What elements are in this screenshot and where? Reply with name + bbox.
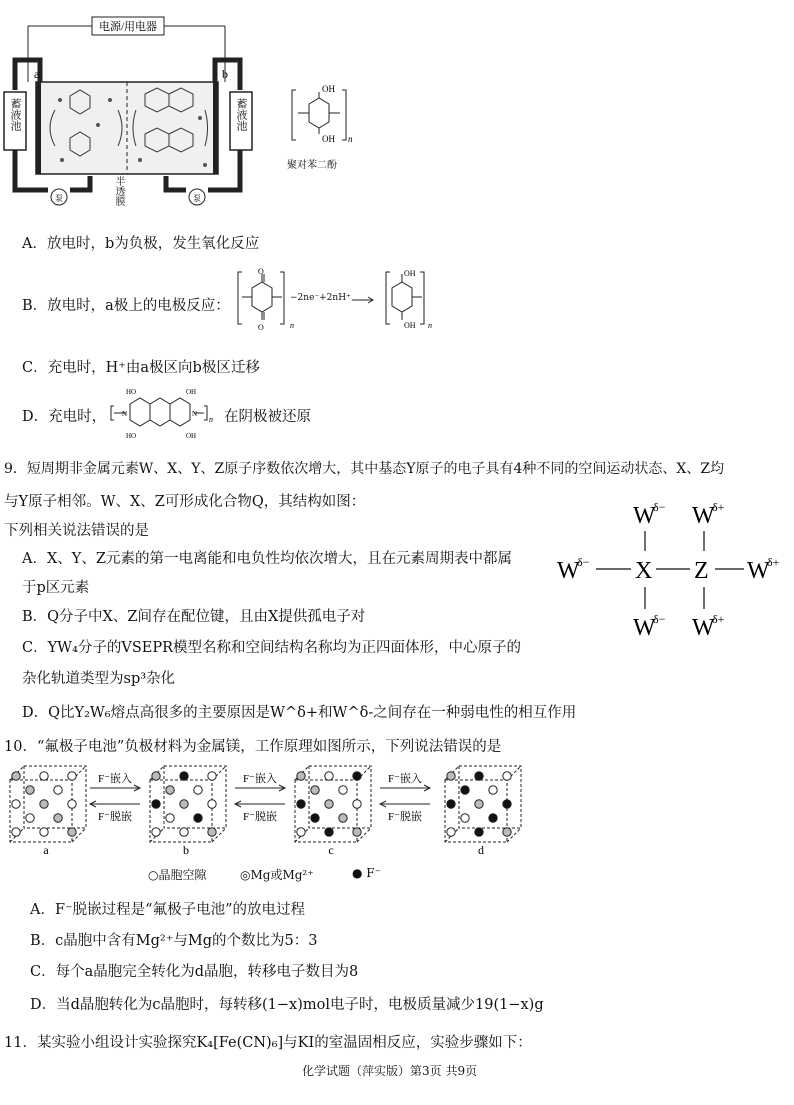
svg-text:OH: OH <box>322 134 335 144</box>
lattice-site <box>503 772 511 780</box>
struct-z: Z <box>694 558 709 584</box>
lattice-site <box>325 772 333 780</box>
deembed-label: F⁻脱嵌 <box>388 811 422 823</box>
svg-text:OH: OH <box>186 432 197 440</box>
f-ion <box>475 828 483 836</box>
f-ion <box>447 800 455 808</box>
q9-structure <box>555 495 790 645</box>
lattice-site <box>194 786 202 794</box>
power-label: 电源/用电器 <box>98 21 158 33</box>
deembed-label: F⁻脱嵌 <box>243 811 277 823</box>
lattice-site <box>40 772 48 780</box>
lattice-site <box>208 772 216 780</box>
polymer-structure <box>282 82 372 177</box>
f-ion <box>152 800 160 808</box>
svg-text:HO: HO <box>126 388 137 396</box>
cell-label-a: a <box>43 843 49 857</box>
svg-text:O: O <box>258 323 264 332</box>
svg-text:δ+: δ+ <box>767 555 780 569</box>
svg-text:n: n <box>428 321 432 330</box>
q10-legend-f: ● F⁻ <box>352 866 381 880</box>
right-tank-label: 蓄液池 <box>235 98 248 131</box>
q9-option-a-line2: 于p区元素 <box>22 580 90 596</box>
lattice-site <box>208 800 216 808</box>
lattice-site <box>475 800 483 808</box>
lattice-site <box>180 828 188 836</box>
lattice-site <box>68 800 76 808</box>
lattice-site <box>40 828 48 836</box>
q8-option-b-reaction <box>232 266 442 332</box>
q10-crystal-diagram <box>0 758 560 858</box>
polymer-caption: 聚对苯二酚 <box>287 160 337 171</box>
embed-label: F⁻嵌入 <box>388 773 422 785</box>
f-ion <box>297 800 305 808</box>
lattice-site <box>339 786 347 794</box>
f-ion <box>461 786 469 794</box>
q10-option-c: C．每个a晶胞完全转化为d晶胞，转移电子数目为8 <box>30 964 359 980</box>
f-ion <box>180 772 188 780</box>
q8-option-b: B．放电时，a极上的电极反应： <box>22 298 230 314</box>
lattice-site <box>489 786 497 794</box>
lattice-site <box>152 828 160 836</box>
svg-text:N: N <box>122 410 128 418</box>
cell-label-d: d <box>478 843 484 857</box>
cell-label-c: c <box>328 843 334 857</box>
q8-option-a: A．放电时，b为负极，发生氧化反应 <box>22 236 260 252</box>
struct-x: X <box>635 558 653 584</box>
embed-label: F⁻嵌入 <box>243 773 277 785</box>
struct-w-bottom-left: W <box>633 615 656 641</box>
q8-option-b-mid: −2ne⁻+2nH⁺ <box>290 293 351 303</box>
lattice-site <box>325 800 333 808</box>
q10-option-b: B．c晶胞中含有Mg²⁺与Mg的个数比为5：3 <box>30 933 318 949</box>
left-tank-label: 蓄液池 <box>9 98 22 131</box>
lattice-site <box>68 828 76 836</box>
lattice-site <box>503 828 511 836</box>
struct-w-right: W <box>747 558 770 584</box>
embed-label: F⁻嵌入 <box>98 773 132 785</box>
lattice-site <box>447 828 455 836</box>
svg-text:n: n <box>348 134 353 144</box>
q8-option-c: C．充电时，H⁺由a极区向b极区迁移 <box>22 360 260 376</box>
lattice-site <box>208 828 216 836</box>
svg-text:δ+: δ+ <box>712 612 725 626</box>
svg-text:OH: OH <box>404 321 416 330</box>
q9-option-c-line1: C．YW₄分子的VSEPR模型名称和空间结构名称均为正四面体形，中心原子的 <box>22 640 522 656</box>
svg-text:n: n <box>209 415 213 424</box>
q9-option-c-line2: 杂化轨道类型为sp³杂化 <box>22 671 176 687</box>
lattice-site <box>461 814 469 822</box>
svg-text:δ−: δ− <box>577 555 590 569</box>
lattice-site <box>166 786 174 794</box>
svg-text:δ−: δ− <box>653 612 666 626</box>
q10-legend-voids: ○晶胞空隙 <box>148 868 207 882</box>
lattice-site <box>54 814 62 822</box>
lattice-site <box>297 772 305 780</box>
q10-option-d: D．当d晶胞转化为c晶胞时，每转移(1−x)mol电子时，电极质量减少19(1−x)g <box>30 997 544 1013</box>
f-ion <box>475 772 483 780</box>
lattice-site <box>353 800 361 808</box>
lattice-site <box>152 772 160 780</box>
flow-battery-diagram <box>0 0 300 215</box>
lattice-site <box>12 828 20 836</box>
svg-text:δ−: δ− <box>653 500 666 514</box>
page-footer: 化学试题（萍实版）第3页 共9页 <box>302 1064 478 1078</box>
q11-stem: 11．某实验小组设计实验探究K₄[Fe(CN)₆]与KI的室温固相反应，实验步骤如下： <box>4 1035 532 1051</box>
membrane-label: 半透膜 <box>113 176 124 206</box>
lattice-site <box>297 828 305 836</box>
struct-w-left: W <box>557 558 580 584</box>
q9-option-a-line1: A．X、Y、Z元素的第一电离能和电负性均依次增大，且在元素周期表中都属 <box>22 551 512 567</box>
lattice-site <box>166 814 174 822</box>
lattice-site <box>68 772 76 780</box>
electrode-a-label: a <box>34 67 40 81</box>
svg-text:δ+: δ+ <box>712 500 725 514</box>
svg-text:HO: HO <box>126 432 137 440</box>
f-ion <box>489 814 497 822</box>
q8-option-d-structure <box>108 384 218 442</box>
f-ion <box>353 772 361 780</box>
f-ion <box>503 800 511 808</box>
q10-legend-mg: ◎Mg或Mg²⁺ <box>240 868 314 882</box>
svg-text:n: n <box>290 321 294 330</box>
q9-stem-3: 下列相关说法错误的是 <box>4 523 149 539</box>
lattice-site <box>353 828 361 836</box>
svg-text:OH: OH <box>404 269 416 278</box>
pump-right-label: 泵 <box>193 194 201 203</box>
struct-w-top-left: W <box>633 503 656 529</box>
lattice-site <box>311 786 319 794</box>
lattice-site <box>26 786 34 794</box>
f-ion <box>325 828 333 836</box>
svg-text:O: O <box>258 267 264 276</box>
lattice-site <box>447 772 455 780</box>
f-ion <box>311 814 319 822</box>
svg-text:N: N <box>192 410 198 418</box>
q9-option-b: B．Q分子中X、Z间存在配位键，且由X提供孤电子对 <box>22 609 366 625</box>
q9-stem-1: 9．短周期非金属元素W、X、Y、Z原子序数依次增大，其中基态Y原子的电子具有4种不同的空间运动状态、X、Z均 <box>4 461 725 477</box>
q10-option-a: A．F⁻脱嵌过程是“氟极子电池”的放电过程 <box>30 902 306 918</box>
electrode-b-label: b <box>222 67 228 81</box>
struct-w-top-right: W <box>692 503 715 529</box>
svg-text:OH: OH <box>186 388 197 396</box>
q8-option-d-prefix: D．充电时， <box>22 409 107 425</box>
svg-text:OH: OH <box>322 84 335 94</box>
pump-left-label: 泵 <box>55 194 63 203</box>
q10-stem: 10．“氟极子电池”负极材料为金属镁，工作原理如图所示，下列说法错误的是 <box>4 739 502 755</box>
q8-option-d-suffix: 在阴极被还原 <box>224 409 311 425</box>
lattice-site <box>40 800 48 808</box>
lattice-site <box>339 814 347 822</box>
struct-w-bottom-right: W <box>692 615 715 641</box>
lattice-site <box>26 814 34 822</box>
q9-option-d: D．Q比Y₂W₆熔点高很多的主要原因是W^δ+和W^δ-之间存在一种弱电性的相互作用 <box>22 705 577 721</box>
lattice-site <box>54 786 62 794</box>
deembed-label: F⁻脱嵌 <box>98 811 132 823</box>
lattice-site <box>12 772 20 780</box>
f-ion <box>194 814 202 822</box>
lattice-site <box>180 800 188 808</box>
lattice-site <box>12 800 20 808</box>
q9-stem-2: 与Y原子相邻。W、X、Z可形成化合物Q，其结构如图： <box>4 494 366 510</box>
cell-label-b: b <box>183 843 189 857</box>
